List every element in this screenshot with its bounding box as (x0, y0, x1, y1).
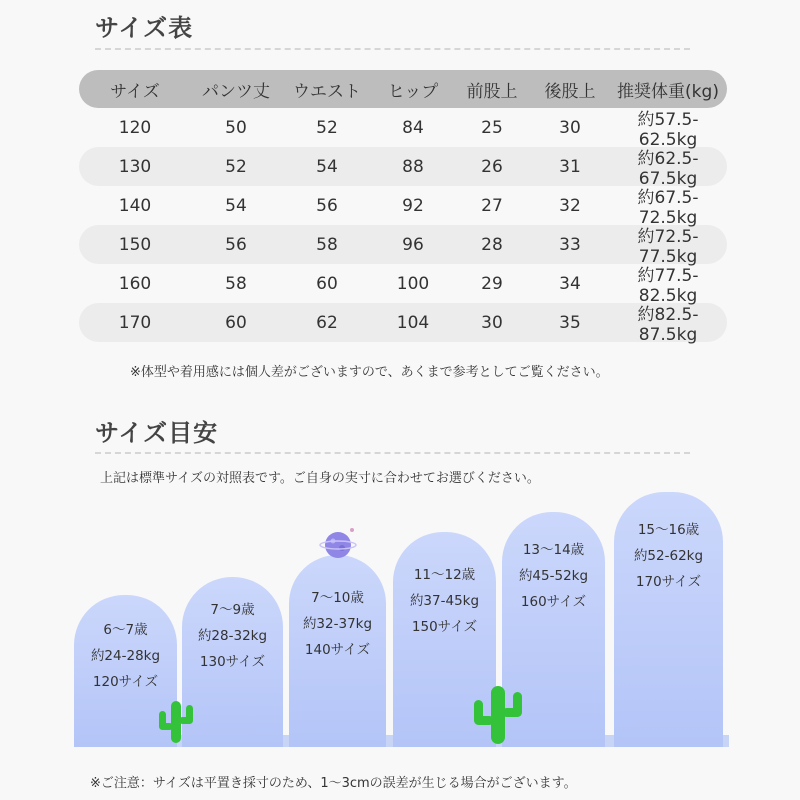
table-cell: 52 (225, 156, 247, 177)
table-cell: 120 (118, 117, 152, 138)
size-group-size: 170サイズ (635, 574, 702, 590)
table-cell: 27 (481, 195, 503, 216)
size-group-card (182, 577, 283, 747)
size-group-size: 150サイズ (411, 619, 478, 635)
size-group-weight: 約32-37kg (302, 616, 373, 632)
table-header-cell: 推奨体重(kg) (617, 81, 719, 102)
table-cell: 140 (118, 195, 152, 216)
table-cell: 84 (402, 117, 424, 138)
size-group-age: 6〜7歳 (103, 622, 148, 638)
size-group-text (614, 517, 723, 595)
cactus-icon (470, 682, 526, 746)
size-guide-title: サイズ目安 (95, 419, 219, 447)
size-group-age: 15〜16歳 (637, 522, 700, 538)
size-table-title: サイズ表 (95, 14, 194, 42)
title-divider (95, 48, 690, 50)
table-header-cell: ヒップ (387, 81, 439, 102)
size-group-text (74, 617, 177, 695)
size-group-age: 13〜14歳 (522, 542, 585, 558)
size-group-size: 160サイズ (520, 594, 587, 610)
table-cell: 30 (559, 117, 581, 138)
table-cell: 31 (559, 156, 581, 177)
table-cell: 約62.5-67.5kg (637, 149, 699, 189)
size-group-age: 7〜9歳 (210, 602, 255, 618)
size-group-age: 11〜12歳 (413, 567, 476, 583)
table-cell: 60 (225, 312, 247, 333)
table-cell: 60 (316, 273, 338, 294)
table-cell: 92 (402, 195, 424, 216)
table-body (79, 108, 727, 345)
table-cell: 62 (316, 312, 338, 333)
size-group-size: 140サイズ (304, 642, 371, 658)
table-row (79, 225, 727, 267)
table-cell: 33 (559, 234, 581, 255)
table-cell: 54 (225, 195, 247, 216)
table-cell: 170 (118, 312, 152, 333)
table-cell: 32 (559, 195, 581, 216)
table-row (79, 108, 727, 150)
table-cell: 約57.5-62.5kg (637, 110, 699, 150)
table-cell: 約67.5-72.5kg (637, 188, 699, 228)
table-cell: 160 (118, 273, 152, 294)
size-table-note: ※体型や着用感には個人差がございますので、あくまで参考としてご覧ください。 (130, 365, 609, 380)
table-cell: 約72.5-77.5kg (637, 227, 699, 267)
table-cell: 28 (481, 234, 503, 255)
table-header-cell: 前股上 (466, 81, 518, 102)
size-group-weight: 約28-32kg (197, 628, 268, 644)
table-cell: 34 (559, 273, 581, 294)
size-group-weight: 約24-28kg (90, 648, 161, 664)
table-cell: 約77.5-82.5kg (637, 266, 699, 306)
size-group-text (502, 537, 605, 615)
guide-divider (95, 452, 690, 454)
size-group-size: 130サイズ (199, 654, 266, 670)
table-row (79, 303, 727, 345)
table-cell: 35 (559, 312, 581, 333)
size-group-card (614, 492, 723, 747)
size-guide-footnote: ※ご注意：サイズは平置き採寸のため、1〜3cmの誤差が生じる場合がございます。 (90, 776, 577, 791)
size-group-age: 7〜10歳 (311, 590, 364, 606)
table-cell: 26 (481, 156, 503, 177)
size-group-weight: 約52-62kg (633, 548, 704, 564)
size-group-weight: 約37-45kg (409, 593, 480, 609)
table-cell: 104 (396, 312, 430, 333)
table-row (79, 147, 727, 189)
size-table (79, 70, 727, 345)
table-header-row (79, 70, 727, 108)
table-cell: 54 (316, 156, 338, 177)
table-cell: 50 (225, 117, 247, 138)
table-cell: 56 (225, 234, 247, 255)
size-group-weight: 約45-52kg (518, 568, 589, 584)
table-cell: 約82.5-87.5kg (637, 305, 699, 345)
size-guide-subtitle: 上記は標準サイズの対照表です。ご自身の実寸に合わせてお選びください。 (100, 471, 540, 486)
table-cell: 52 (316, 117, 338, 138)
table-cell: 96 (402, 234, 424, 255)
table-header-cell: ウエスト (293, 81, 361, 102)
table-header-cell: パンツ丈 (202, 81, 270, 102)
table-row (79, 264, 727, 306)
table-cell: 150 (118, 234, 152, 255)
table-cell: 130 (118, 156, 152, 177)
size-group-text (289, 585, 386, 663)
size-group-text (182, 597, 283, 675)
table-header-cell: サイズ (110, 81, 160, 102)
table-header-cell: 後股上 (544, 81, 596, 102)
table-cell: 29 (481, 273, 503, 294)
cactus-icon (156, 697, 196, 745)
size-group-size: 120サイズ (92, 674, 159, 690)
table-cell: 88 (402, 156, 424, 177)
table-cell: 30 (481, 312, 503, 333)
size-group-card (289, 555, 386, 747)
table-cell: 56 (316, 195, 338, 216)
table-cell: 58 (225, 273, 247, 294)
table-cell: 25 (481, 117, 503, 138)
table-cell: 100 (396, 273, 430, 294)
table-row (79, 186, 727, 228)
table-cell: 58 (316, 234, 338, 255)
size-group-text (393, 562, 496, 640)
planet-icon (318, 524, 358, 564)
